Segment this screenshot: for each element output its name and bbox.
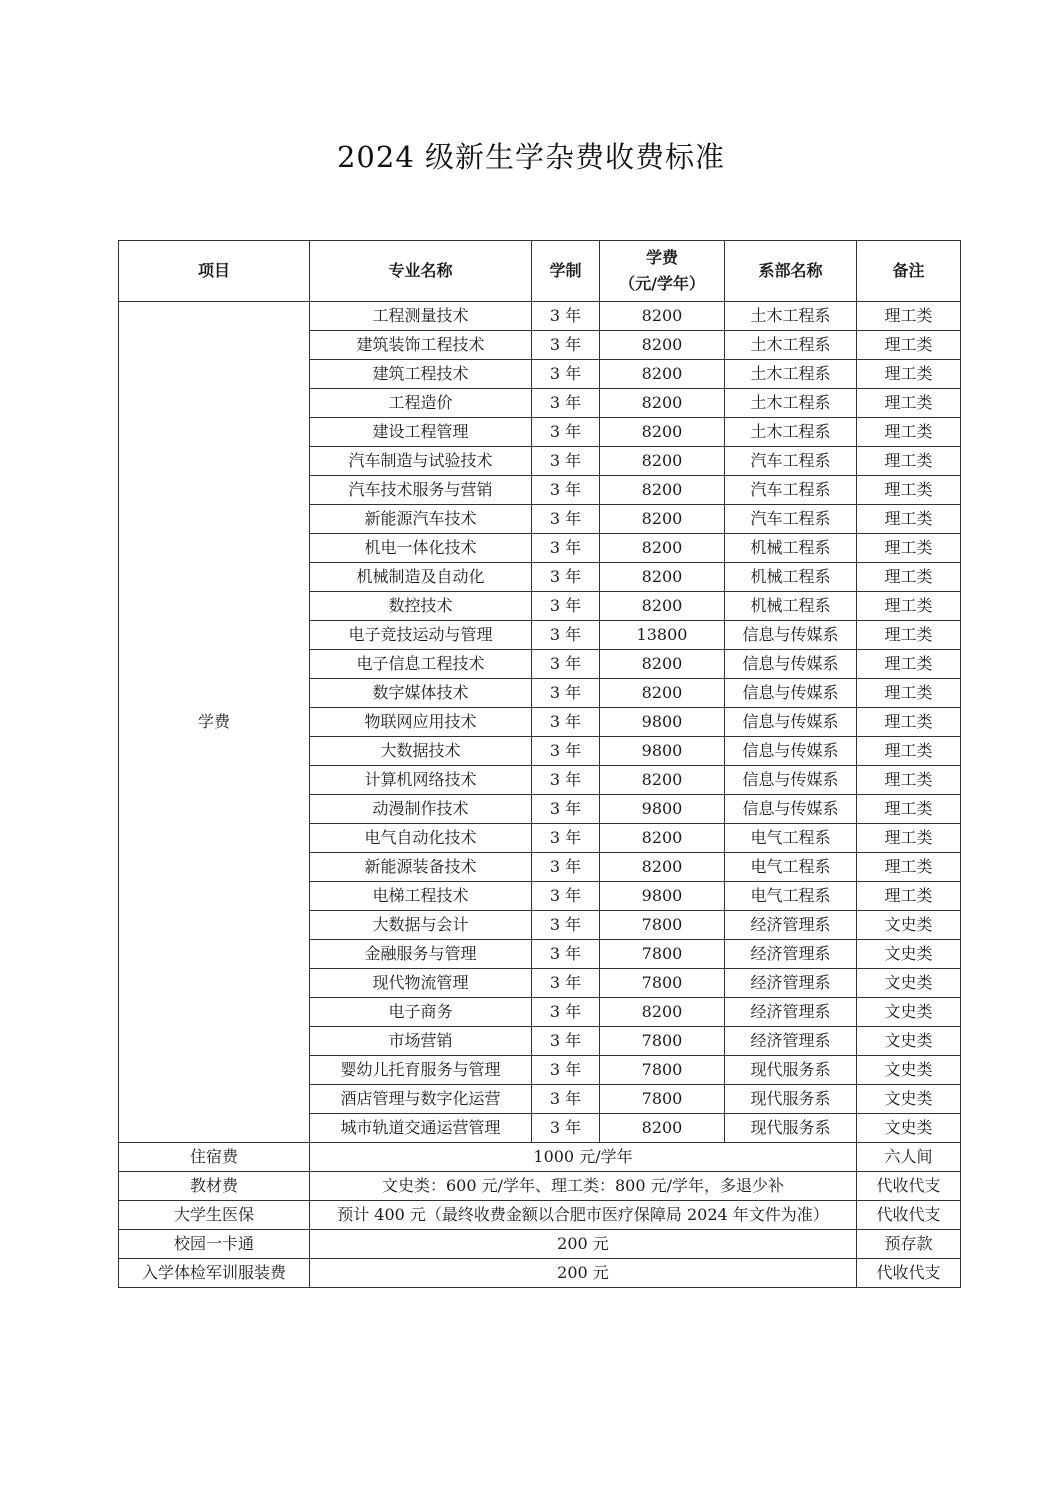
fee-cell: 8200: [600, 360, 725, 389]
category-cell: 理工类: [857, 795, 961, 824]
department-cell: 经济管理系: [725, 911, 857, 940]
fee-cell: 9800: [600, 795, 725, 824]
duration-cell: 3 年: [532, 360, 600, 389]
department-cell: 电气工程系: [725, 853, 857, 882]
other-fee-amount-cell: 文史类：600 元/学年、理工类：800 元/学年，多退少补: [310, 1172, 857, 1201]
major-name-cell: 电子信息工程技术: [310, 650, 532, 679]
department-cell: 机械工程系: [725, 563, 857, 592]
fee-cell: 8200: [600, 824, 725, 853]
duration-cell: 3 年: [532, 853, 600, 882]
header-major: 专业名称: [310, 241, 532, 302]
fee-cell: 8200: [600, 418, 725, 447]
major-name-cell: 电气自动化技术: [310, 824, 532, 853]
department-cell: 机械工程系: [725, 534, 857, 563]
other-fee-item-cell: 教材费: [119, 1172, 310, 1201]
fee-cell: 8200: [600, 447, 725, 476]
duration-cell: 3 年: [532, 331, 600, 360]
fee-cell: 7800: [600, 969, 725, 998]
department-cell: 信息与传媒系: [725, 737, 857, 766]
department-cell: 电气工程系: [725, 882, 857, 911]
other-fee-row: [119, 1201, 961, 1230]
other-fee-amount-cell: 1000 元/学年: [310, 1143, 857, 1172]
document-title: 2024 级新生学杂费收费标准: [336, 140, 726, 174]
major-name-cell: 新能源装备技术: [310, 853, 532, 882]
category-cell: 理工类: [857, 476, 961, 505]
category-cell: 理工类: [857, 592, 961, 621]
category-cell: 理工类: [857, 389, 961, 418]
major-name-cell: 工程测量技术: [310, 302, 532, 331]
category-cell: 文史类: [857, 1027, 961, 1056]
category-cell: 文史类: [857, 1114, 961, 1143]
category-cell: 理工类: [857, 563, 961, 592]
department-cell: 信息与传媒系: [725, 795, 857, 824]
category-cell: 文史类: [857, 998, 961, 1027]
major-name-cell: 金融服务与管理: [310, 940, 532, 969]
fee-cell: 8200: [600, 302, 725, 331]
duration-cell: 3 年: [532, 447, 600, 476]
other-fee-item-cell: 校园一卡通: [119, 1230, 310, 1259]
duration-cell: 3 年: [532, 650, 600, 679]
major-name-cell: 汽车技术服务与营销: [310, 476, 532, 505]
other-fee-remark-cell: 代收代支: [857, 1259, 961, 1288]
duration-cell: 3 年: [532, 679, 600, 708]
category-cell: 理工类: [857, 534, 961, 563]
duration-cell: 3 年: [532, 476, 600, 505]
duration-cell: 3 年: [532, 1085, 600, 1114]
duration-cell: 3 年: [532, 824, 600, 853]
category-cell: 文史类: [857, 1085, 961, 1114]
major-name-cell: 动漫制作技术: [310, 795, 532, 824]
duration-cell: 3 年: [532, 418, 600, 447]
major-name-cell: 建设工程管理: [310, 418, 532, 447]
category-cell: 文史类: [857, 969, 961, 998]
department-cell: 土木工程系: [725, 331, 857, 360]
header-fee-line1: 学费: [645, 248, 678, 267]
department-cell: 现代服务系: [725, 1056, 857, 1085]
fee-cell: 7800: [600, 1085, 725, 1114]
category-cell: 理工类: [857, 360, 961, 389]
other-fee-item-cell: 大学生医保: [119, 1201, 310, 1230]
fee-cell: 7800: [600, 911, 725, 940]
header-fee-line2: （元/学年）: [619, 274, 705, 293]
fee-cell: 8200: [600, 650, 725, 679]
duration-cell: 3 年: [532, 563, 600, 592]
fee-cell: 8200: [600, 766, 725, 795]
duration-cell: 3 年: [532, 505, 600, 534]
header-department: 系部名称: [725, 241, 857, 302]
duration-cell: 3 年: [532, 795, 600, 824]
other-fee-remark-cell: 六人间: [857, 1143, 961, 1172]
category-cell: 理工类: [857, 766, 961, 795]
major-name-cell: 大数据技术: [310, 737, 532, 766]
duration-cell: 3 年: [532, 766, 600, 795]
fee-cell: 7800: [600, 940, 725, 969]
major-name-cell: 婴幼儿托育服务与管理: [310, 1056, 532, 1085]
department-cell: 信息与传媒系: [725, 650, 857, 679]
category-cell: 理工类: [857, 737, 961, 766]
major-name-cell: 电梯工程技术: [310, 882, 532, 911]
duration-cell: 3 年: [532, 389, 600, 418]
duration-cell: 3 年: [532, 592, 600, 621]
department-cell: 经济管理系: [725, 940, 857, 969]
other-fee-row: [119, 1172, 961, 1201]
department-cell: 土木工程系: [725, 389, 857, 418]
department-cell: 信息与传媒系: [725, 766, 857, 795]
category-cell: 理工类: [857, 708, 961, 737]
fee-table: [118, 240, 961, 1288]
other-fee-row: [119, 1143, 961, 1172]
fee-cell: 8200: [600, 679, 725, 708]
category-cell: 理工类: [857, 505, 961, 534]
category-cell: 理工类: [857, 418, 961, 447]
duration-cell: 3 年: [532, 969, 600, 998]
table-header-row: [119, 241, 961, 302]
duration-cell: 3 年: [532, 302, 600, 331]
other-fee-amount-cell: 200 元: [310, 1230, 857, 1259]
category-cell: 理工类: [857, 882, 961, 911]
header-duration: 学制: [532, 241, 600, 302]
duration-cell: 3 年: [532, 882, 600, 911]
category-cell: 理工类: [857, 650, 961, 679]
department-cell: 信息与传媒系: [725, 621, 857, 650]
duration-cell: 3 年: [532, 1114, 600, 1143]
major-name-cell: 市场营销: [310, 1027, 532, 1056]
major-name-cell: 汽车制造与试验技术: [310, 447, 532, 476]
duration-cell: 3 年: [532, 621, 600, 650]
major-name-cell: 电子商务: [310, 998, 532, 1027]
other-fee-remark-cell: 预存款: [857, 1230, 961, 1259]
department-cell: 机械工程系: [725, 592, 857, 621]
tuition-label-cell: 学费: [119, 302, 310, 1143]
department-cell: 汽车工程系: [725, 447, 857, 476]
fee-cell: 7800: [600, 1027, 725, 1056]
department-cell: 现代服务系: [725, 1114, 857, 1143]
department-cell: 经济管理系: [725, 998, 857, 1027]
duration-cell: 3 年: [532, 1027, 600, 1056]
category-cell: 理工类: [857, 302, 961, 331]
major-name-cell: 现代物流管理: [310, 969, 532, 998]
fee-cell: 8200: [600, 1114, 725, 1143]
fee-cell: 8200: [600, 563, 725, 592]
table-body: [119, 302, 961, 1288]
other-fee-row: [119, 1230, 961, 1259]
fee-cell: 8200: [600, 853, 725, 882]
major-name-cell: 建筑装饰工程技术: [310, 331, 532, 360]
other-fee-amount-cell: 200 元: [310, 1259, 857, 1288]
major-name-cell: 数控技术: [310, 592, 532, 621]
other-fee-amount-cell: 预计 400 元（最终收费金额以合肥市医疗保障局 2024 年文件为准）: [310, 1201, 857, 1230]
duration-cell: 3 年: [532, 940, 600, 969]
department-cell: 汽车工程系: [725, 476, 857, 505]
table-row: [119, 302, 961, 331]
category-cell: 理工类: [857, 447, 961, 476]
major-name-cell: 计算机网络技术: [310, 766, 532, 795]
header-item: 项目: [119, 241, 310, 302]
fee-cell: 9800: [600, 882, 725, 911]
department-cell: 经济管理系: [725, 969, 857, 998]
major-name-cell: 机械制造及自动化: [310, 563, 532, 592]
department-cell: 经济管理系: [725, 1027, 857, 1056]
duration-cell: 3 年: [532, 708, 600, 737]
other-fee-remark-cell: 代收代支: [857, 1172, 961, 1201]
major-name-cell: 建筑工程技术: [310, 360, 532, 389]
major-name-cell: 物联网应用技术: [310, 708, 532, 737]
duration-cell: 3 年: [532, 1056, 600, 1085]
department-cell: 现代服务系: [725, 1085, 857, 1114]
department-cell: 土木工程系: [725, 418, 857, 447]
major-name-cell: 机电一体化技术: [310, 534, 532, 563]
major-name-cell: 大数据与会计: [310, 911, 532, 940]
fee-cell: 8200: [600, 476, 725, 505]
other-fee-item-cell: 入学体检军训服装费: [119, 1259, 310, 1288]
category-cell: 理工类: [857, 679, 961, 708]
other-fee-remark-cell: 代收代支: [857, 1201, 961, 1230]
category-cell: 理工类: [857, 621, 961, 650]
fee-cell: 8200: [600, 534, 725, 563]
fee-cell: 7800: [600, 1056, 725, 1085]
header-remark: 备注: [857, 241, 961, 302]
department-cell: 信息与传媒系: [725, 708, 857, 737]
major-name-cell: 新能源汽车技术: [310, 505, 532, 534]
category-cell: 文史类: [857, 1056, 961, 1085]
category-cell: 理工类: [857, 824, 961, 853]
category-cell: 理工类: [857, 853, 961, 882]
fee-cell: 8200: [600, 389, 725, 418]
duration-cell: 3 年: [532, 998, 600, 1027]
major-name-cell: 工程造价: [310, 389, 532, 418]
major-name-cell: 酒店管理与数字化运营: [310, 1085, 532, 1114]
other-fee-item-cell: 住宿费: [119, 1143, 310, 1172]
category-cell: 文史类: [857, 911, 961, 940]
fee-cell: 8200: [600, 505, 725, 534]
major-name-cell: 城市轨道交通运营管理: [310, 1114, 532, 1143]
other-fee-row: [119, 1259, 961, 1288]
category-cell: 理工类: [857, 331, 961, 360]
duration-cell: 3 年: [532, 534, 600, 563]
major-name-cell: 电子竞技运动与管理: [310, 621, 532, 650]
fee-cell: 9800: [600, 737, 725, 766]
department-cell: 电气工程系: [725, 824, 857, 853]
department-cell: 汽车工程系: [725, 505, 857, 534]
fee-cell: 9800: [600, 708, 725, 737]
duration-cell: 3 年: [532, 911, 600, 940]
category-cell: 文史类: [857, 940, 961, 969]
department-cell: 信息与传媒系: [725, 679, 857, 708]
header-fee: [600, 241, 725, 302]
fee-cell: 8200: [600, 592, 725, 621]
duration-cell: 3 年: [532, 737, 600, 766]
fee-cell: 8200: [600, 998, 725, 1027]
fee-cell: 8200: [600, 331, 725, 360]
department-cell: 土木工程系: [725, 302, 857, 331]
department-cell: 土木工程系: [725, 360, 857, 389]
major-name-cell: 数字媒体技术: [310, 679, 532, 708]
fee-cell: 13800: [600, 621, 725, 650]
